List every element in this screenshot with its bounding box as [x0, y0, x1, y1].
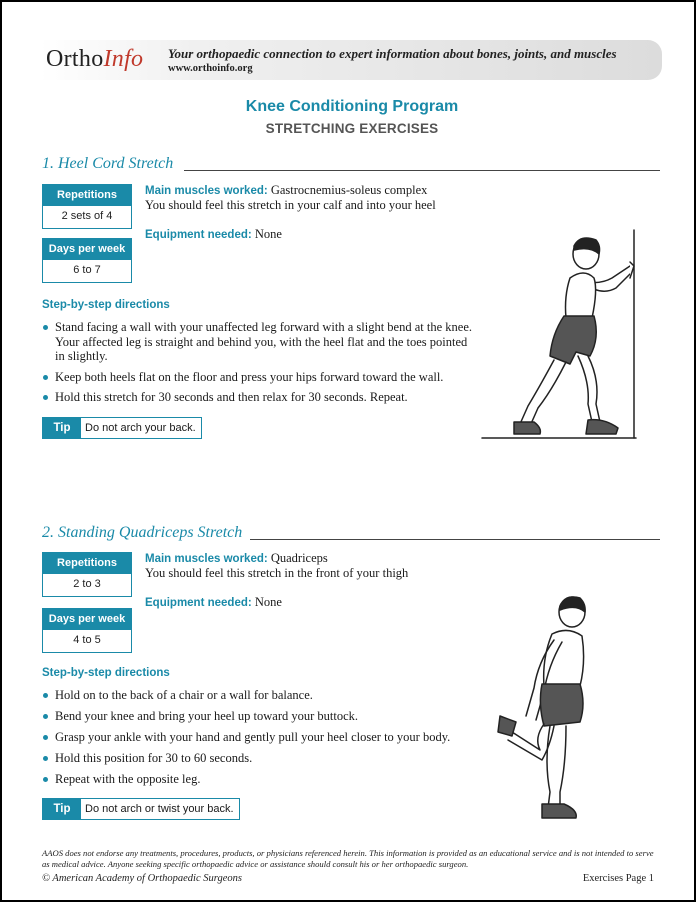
- logo-ortho-text: Ortho: [46, 46, 104, 72]
- exercise-2-title: 2. Standing Quadriceps Stretch: [42, 524, 243, 541]
- exercise-1-muscles-label: Main muscles worked:: [145, 185, 268, 197]
- list-item: Stand facing a wall with your unaffected leg forward with a slight bend at the knee. Your affected leg is straight and behind you, with the heel flat and the toes pointed in slightly.: [42, 320, 472, 364]
- exercise-2-directions-heading: Step-by-step directions: [42, 667, 170, 679]
- exercise-1-repetitions-label: Repetitions: [42, 184, 132, 206]
- exercise-1-muscles: [145, 183, 427, 198]
- exercise-1-steps: [42, 320, 472, 405]
- heel-cord-stretch-illustration: [480, 226, 660, 442]
- exercise-1-repetitions-value: 2 sets of 4: [42, 206, 132, 229]
- exercise-2-days-value: 4 to 5: [42, 630, 132, 653]
- footer-page-label: Exercises Page 1: [582, 873, 654, 884]
- exercise-1-directions-heading: Step-by-step directions: [42, 299, 170, 311]
- exercise-2-tip-text: Do not arch or twist your back.: [85, 803, 234, 815]
- list-item: Hold this stretch for 30 seconds and then relax for 30 seconds. Repeat.: [42, 390, 472, 405]
- footer-disclaimer: AAOS does not endorse any treatments, procedures, products, or physicians referenced herein. This information is provided as an educational service and is not intended to serve as medical advice. Anyone seeking specific orthopaedic advice or assistance should consult his or her orthopaedic surgeon.: [42, 848, 654, 869]
- exercise-2-muscles-label: Main muscles worked:: [145, 553, 268, 565]
- exercise-2-repetitions-value: 2 to 3: [42, 574, 132, 597]
- document-title: Knee Conditioning Program: [245, 98, 459, 115]
- exercise-1-title: 1. Heel Cord Stretch: [42, 155, 174, 172]
- exercise-1-days-value: 6 to 7: [42, 260, 132, 283]
- exercise-2-muscles-value: Quadriceps: [270, 551, 328, 565]
- exercise-2-equipment-value: None: [254, 595, 282, 609]
- exercise-1-days-label: Days per week: [42, 238, 132, 260]
- list-item: Grasp your ankle with your hand and gently pull your heel closer to your body.: [42, 730, 482, 745]
- exercise-1-tip-label: Tip: [43, 418, 81, 438]
- exercise-2-equipment: [145, 595, 282, 610]
- exercise-2-muscles: [145, 551, 328, 566]
- list-item: Repeat with the opposite leg.: [42, 772, 482, 787]
- exercise-2-equipment-label: Equipment needed:: [145, 597, 252, 609]
- list-item: Hold on to the back of a chair or a wall for balance.: [42, 688, 482, 703]
- footer-copyright: © American Academy of Orthopaedic Surgeons: [42, 873, 242, 884]
- list-item: Keep both heels flat on the floor and press your hips forward toward the wall.: [42, 370, 472, 385]
- list-item: Bend your knee and bring your heel up toward your buttock.: [42, 709, 482, 724]
- exercise-1-title-rule: [184, 170, 660, 171]
- exercise-1-muscles-value: Gastrocnemius-soleus complex: [270, 183, 428, 197]
- document-subtitle: STRETCHING EXERCISES: [265, 121, 439, 136]
- exercise-1-equipment: [145, 227, 282, 242]
- list-item: Hold this position for 30 to 60 seconds.: [42, 751, 482, 766]
- exercise-2-tip: [42, 798, 240, 820]
- exercise-2-days-label: Days per week: [42, 608, 132, 630]
- exercise-1-equipment-label: Equipment needed:: [145, 229, 252, 241]
- orthoinfo-logo[interactable]: [46, 46, 143, 73]
- exercise-2-steps: [42, 688, 482, 787]
- exercise-2-repetitions-label: Repetitions: [42, 552, 132, 574]
- exercise-2-title-rule: [250, 539, 660, 540]
- exercise-1-feel-text: You should feel this stretch in your calf and into your heel: [145, 198, 436, 212]
- exercise-1-tip: [42, 417, 202, 439]
- header-tagline: Your orthopaedic connection to expert information about bones, joints, and muscles: [168, 46, 617, 61]
- exercise-1-tip-text: Do not arch your back.: [85, 422, 196, 434]
- standing-quadriceps-stretch-illustration: [494, 592, 604, 828]
- exercise-2-feel-text: You should feel this stretch in the front of your thigh: [145, 566, 409, 580]
- exercise-1-equipment-value: None: [254, 227, 282, 241]
- exercise-2-tip-label: Tip: [43, 799, 81, 819]
- logo-info-text: Info: [103, 46, 144, 72]
- header-website-link[interactable]: www.orthoinfo.org: [168, 63, 253, 74]
